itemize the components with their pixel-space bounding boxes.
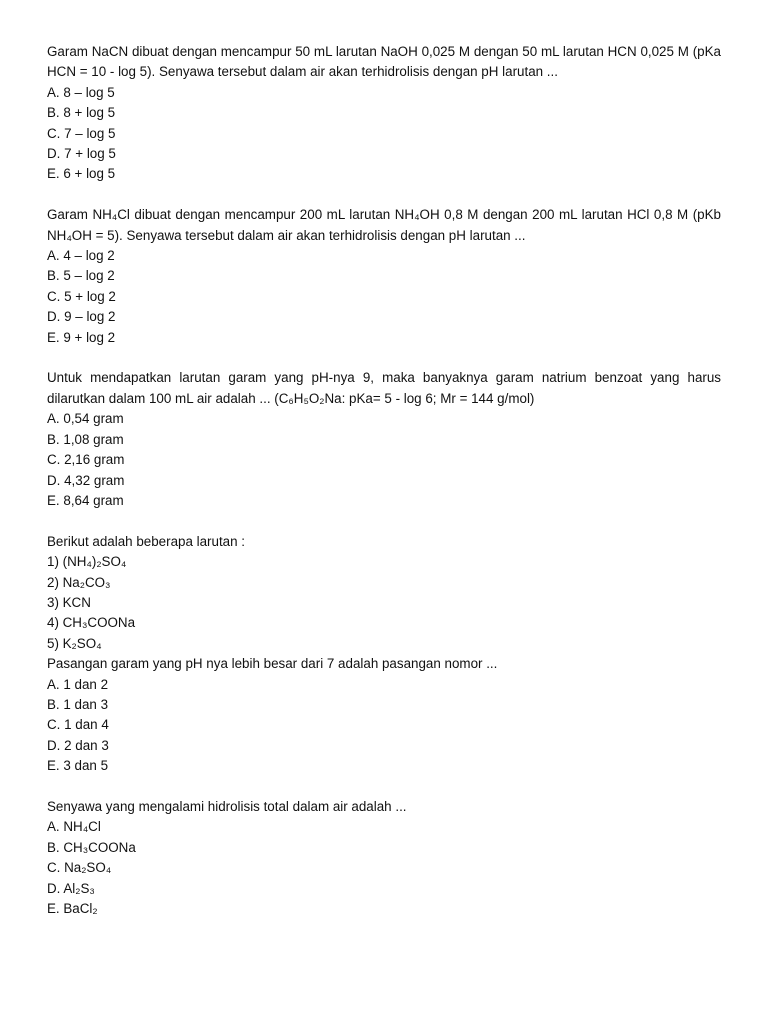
question-4-item-2: 2) Na₂CO₃ xyxy=(47,574,111,590)
question-2-option-e: E. 9 + log 2 xyxy=(47,329,116,345)
question-4-item-4: 4) CH₃COONa xyxy=(47,615,136,631)
question-4-item-3: 3) KCN xyxy=(47,594,91,610)
question-5-option-c: C. Na₂SO₄ xyxy=(47,860,112,876)
question-2 xyxy=(47,205,721,348)
question-2-option-c: C. 5 + log 2 xyxy=(47,288,116,304)
question-1-option-b: B. 8 + log 5 xyxy=(47,105,116,121)
question-4-option-a: A. 1 dan 2 xyxy=(47,676,109,692)
question-5-option-a: A. NH₄Cl xyxy=(47,819,101,835)
question-4-option-d: D. 2 dan 3 xyxy=(47,737,109,753)
question-1-option-a: A. 8 – log 5 xyxy=(47,84,115,100)
question-2-text: Garam NH₄Cl dibuat dengan mencampur 200 mL larutan NH₄OH 0,8 M dengan 200 mL larutan HCl 0,8 M (pKb NH₄OH = 5). Senyawa tersebut dalam air akan terhidrolisis dengan pH larutan ... xyxy=(47,207,721,243)
question-4-option-c: C. 1 dan 4 xyxy=(47,717,109,733)
question-3-option-d: D. 4,32 gram xyxy=(47,472,125,488)
question-3-option-a: A. 0,54 gram xyxy=(47,411,124,427)
question-2-option-a: A. 4 – log 2 xyxy=(47,248,115,264)
question-4-option-b: B. 1 dan 3 xyxy=(47,696,109,712)
question-4-item-1: 1) (NH₄)₂SO₄ xyxy=(47,554,127,570)
question-4-option-e: E. 3 dan 5 xyxy=(47,758,109,774)
question-5-option-e: E. BaCl₂ xyxy=(47,901,98,916)
question-4-text: Pasangan garam yang pH nya lebih besar dari 7 adalah pasangan nomor ... xyxy=(47,656,498,672)
question-2-option-b: B. 5 – log 2 xyxy=(47,268,115,284)
question-3-option-c: C. 2,16 gram xyxy=(47,452,125,468)
question-1-option-d: D. 7 + log 5 xyxy=(47,146,116,162)
question-4-item-5: 5) K₂SO₄ xyxy=(47,635,102,651)
question-1-option-e: E. 6 + log 5 xyxy=(47,166,116,182)
question-3-text: Untuk mendapatkan larutan garam yang pH-nya 9, maka banyaknya garam natrium benzoat yang harus dilarutkan dalam 100 mL air adalah ... (C₆H₅O₂Na: pKa= 5 - log 6; Mr = 144 g/mol) xyxy=(47,370,721,406)
question-5 xyxy=(47,797,721,919)
question-4-intro: Berikut adalah beberapa larutan : xyxy=(47,533,246,549)
question-1-text: Garam NaCN dibuat dengan mencampur 50 mL larutan NaOH 0,025 M dengan 50 mL larutan HCN 0,025 M (pKa HCN = 10 - log 5). Senyawa tersebut dalam air akan terhidrolisis dengan pH larutan ... xyxy=(47,44,721,80)
question-3 xyxy=(47,368,721,511)
question-1 xyxy=(47,42,721,185)
question-5-option-b: B. CH₃COONa xyxy=(47,839,136,855)
question-4 xyxy=(47,532,721,777)
question-5-text: Senyawa yang mengalami hidrolisis total dalam air adalah ... xyxy=(47,798,407,814)
question-3-option-b: B. 1,08 gram xyxy=(47,431,124,447)
question-1-option-c: C. 7 – log 5 xyxy=(47,125,116,141)
question-3-option-e: E. 8,64 gram xyxy=(47,492,124,508)
question-2-option-d: D. 9 – log 2 xyxy=(47,309,116,325)
question-5-option-d: D. Al₂S₃ xyxy=(47,880,95,896)
